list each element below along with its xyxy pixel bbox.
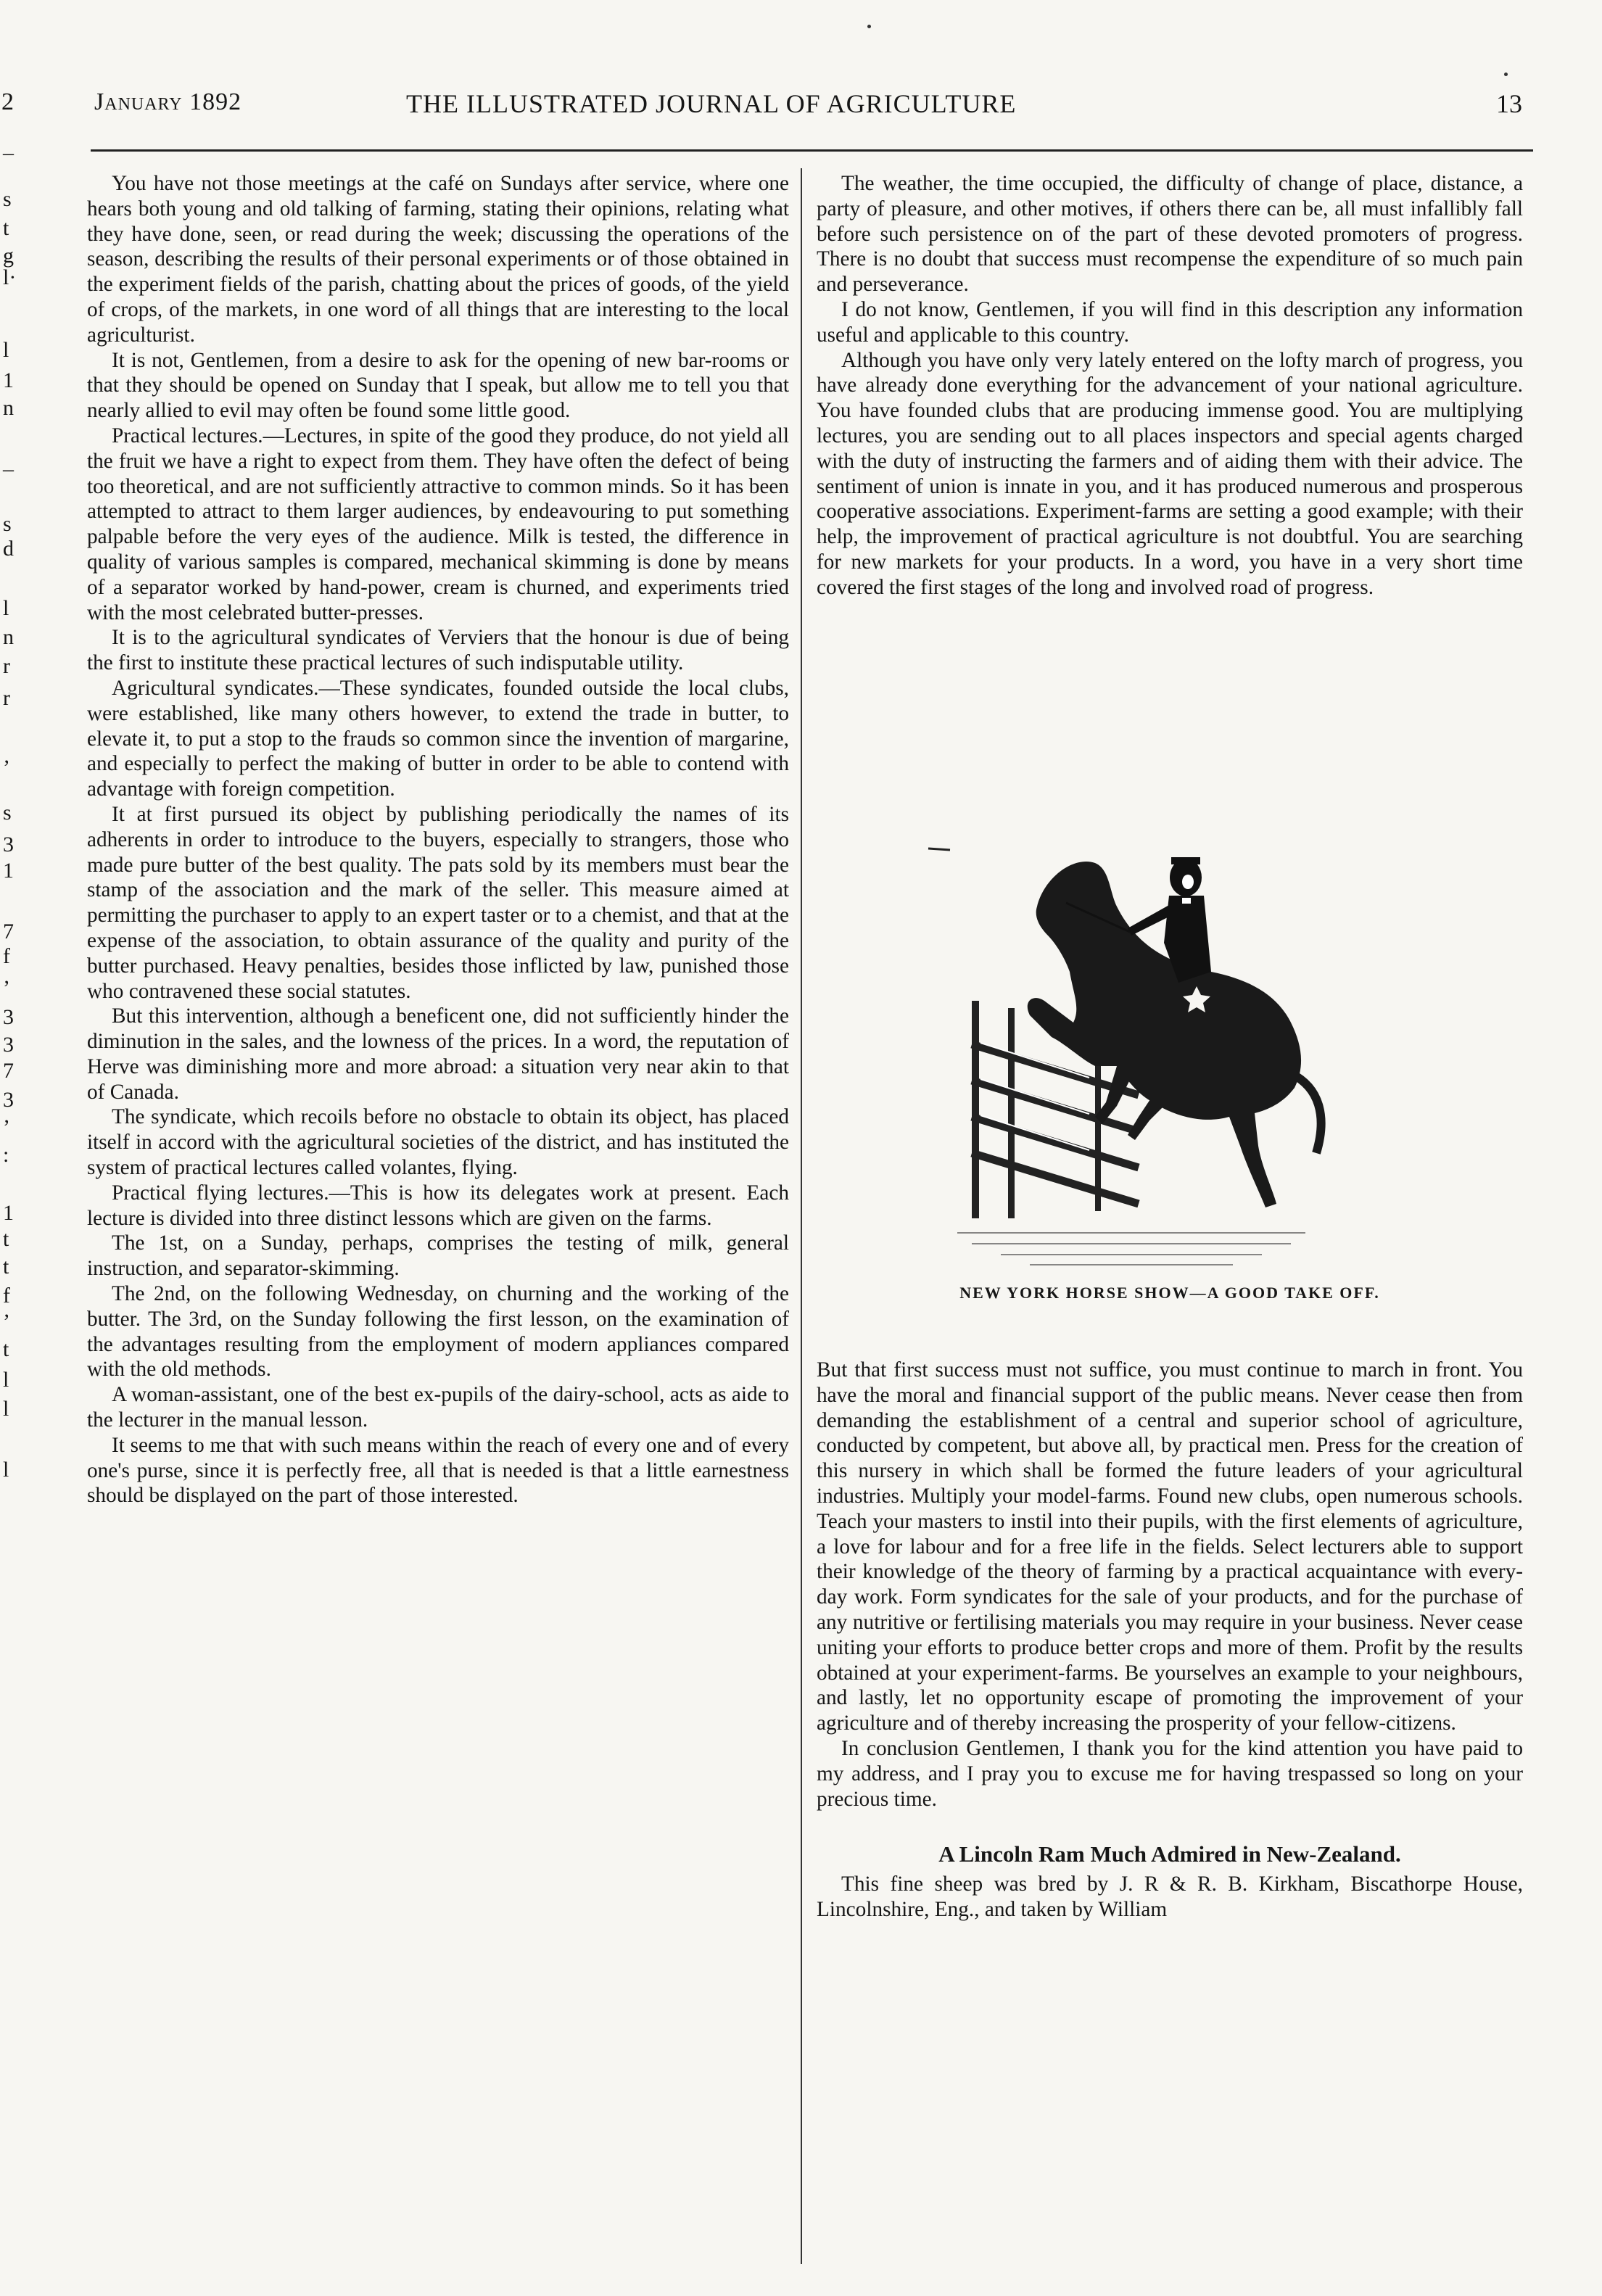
- margin-fragment: ’: [3, 976, 10, 1000]
- margin-fragment: 1: [3, 1201, 14, 1225]
- margin-fragment: t: [3, 216, 9, 240]
- margin-fragment: 3: [3, 1033, 14, 1057]
- margin-fragment: f: [3, 944, 10, 968]
- margin-fragment: ’: [3, 756, 10, 780]
- margin-fragment: 7: [3, 1059, 14, 1083]
- paragraph: It is not, Gentlemen, from a desire to ask for the opening of new bar-rooms or that they should be opened on Sunday that I speak, but allow me to tell you that nearly allied to evil may often be found some little good.: [87, 348, 789, 423]
- paragraph: A woman-assistant, one of the best ex-pupils of the dairy-school, acts as aide to the lecturer in the manual lesson.: [87, 1383, 789, 1432]
- margin-fragment: l·: [3, 265, 17, 289]
- paragraph: But this intervention, although a beneficent one, did not sufficiently hinder the diminution in the sales, and the lowness of the prices. In a word, the reputation of Herve was diminishing more and more abroad: a situation very near akin to that of Canada.: [87, 1004, 789, 1104]
- margin-fragment: ’: [3, 1115, 10, 1139]
- edge-page-number: 2: [1, 88, 14, 115]
- margin-fragment: r: [3, 686, 10, 710]
- right-column-top: [817, 171, 1523, 600]
- margin-fragment: r: [3, 654, 10, 678]
- margin-fragment: s: [3, 512, 12, 536]
- column-divider: [801, 168, 802, 2264]
- right-column-bottom: [817, 1358, 1523, 1923]
- margin-fragment: l: [3, 1397, 9, 1421]
- print-speck: [1504, 73, 1508, 76]
- article-title: A Lincoln Ram Much Admired in New-Zealand.: [938, 1841, 1401, 1867]
- paragraph: Although you have only very lately entered on the lofty march of progress, you have already done everything for the advancement of your national agriculture. You have founded clubs that are producing immense good. You are multiplying lectures, you are sending out to all places inspectors and special agents charged with the duty of instructing the farmers and of aiding them with their advice. The sentiment of union is innate in you, and it has produced numerous and prosperous cooperative associations. Experiment-farms are setting a good example; with their help, the improvement of practical agriculture is not doubtful. You are searching for new markets for your products. In a word, you have in a very short time covered the first stages of the long and involved road of progress.: [817, 348, 1523, 599]
- margin-fragment: l: [3, 596, 9, 620]
- paragraph: It seems to me that with such means within the reach of every one and of every one's purse, since it is perfectly free, all that is needed is that a little earnestness should be displayed on the part of those interested.: [87, 1433, 789, 1508]
- margin-fragment: l: [3, 338, 9, 362]
- paragraph: You have not those meetings at the café on Sundays after service, where one hears both young and old talking of farming, stating their opinions, relating what they have done, seen, or read during the week; discussing the operations of the season, describing the results of their personal experiments or of those obtained in the experiment fields of the parish, chatting about the prices of goods, of the yield of crops, of the markets, in one word of all things that are interesting to the local agriculturist.: [87, 172, 789, 347]
- margin-fragment: ’: [3, 1310, 10, 1334]
- margin-fragment: 7: [3, 920, 14, 943]
- margin-fragment: s: [3, 187, 12, 211]
- margin-fragment: –: [3, 457, 14, 481]
- margin-fragment: t: [3, 1337, 9, 1361]
- margin-fragment: 1: [3, 859, 14, 883]
- journal-title: THE ILLUSTRATED JOURNAL OF AGRICULTURE: [406, 89, 1017, 118]
- paragraph: The 2nd, on the following Wednesday, on churning and the working of the butter. The 3rd, on the Sunday following the first lesson, on the examination of the advantages resulting from the employment of modern appliances compared with the old methods.: [87, 1282, 789, 1382]
- margin-fragment: 3: [3, 833, 14, 856]
- horse-jump-illustration: [899, 827, 1407, 1276]
- margin-fragment: 1: [3, 368, 14, 392]
- page-header: [0, 88, 1602, 132]
- paragraph: It at first pursued its object by publishing periodically the names of its adherents in order to introduce to the buyers, especially to strangers, those who made pure butter of the best quality. The pats sold by its members must bear the stamp of the association and the mark of the seller. This measure aimed at permitting the purchaser to apply to an expert taster or to a chemist, and that at the expense of the association, to obtain assurance of the quality and purity of the butter purchased. Heavy penalties, besides those inflicted by law, punished those who contravened these social statutes.: [87, 802, 789, 1003]
- paragraph: It is to the agricultural syndicates of Verviers that the honour is due of being the first to institute these practical lectures of such indisputable utility.: [87, 626, 789, 675]
- margin-fragment: :: [3, 1143, 9, 1167]
- paragraph: The weather, the time occupied, the difficulty of change of place, distance, a party of pleasure, and other motives, if others there can be, all must infallibly fall before such persistence on of the part of these devoted promoters of progress. There is no doubt that success must recompense the expenditure of so much pain and perseverance.: [817, 172, 1523, 297]
- paragraph: This fine sheep was bred by J. R & R. B. Kirkham, Biscathorpe House, Lincolnshire, Eng., and taken by William: [817, 1872, 1523, 1921]
- margin-fragment: n: [3, 396, 14, 420]
- figure-caption: NEW YORK HORSE SHOW—A GOOD TAKE OFF.: [959, 1284, 1380, 1302]
- paragraph: The 1st, on a Sunday, perhaps, comprises the testing of milk, general instruction, and separator-skimming.: [87, 1231, 789, 1281]
- margin-fragment: d: [3, 537, 14, 561]
- margin-fragment: t: [3, 1255, 9, 1279]
- print-mark: [928, 848, 950, 850]
- margin-fragment: –: [3, 141, 14, 165]
- margin-fragment: l: [3, 1458, 9, 1482]
- issue-date: January 1892: [94, 88, 242, 115]
- margin-fragment: n: [3, 625, 14, 649]
- print-speck: [867, 25, 871, 28]
- paragraph: Practical flying lectures.—This is how its delegates work at present. Each lecture is divided into three distinct lessons which are given on the farms.: [87, 1181, 789, 1230]
- paragraph: In conclusion Gentlemen, I thank you for the kind attention you have paid to my address, and I pray you to excuse me for having trespassed so long on your precious time.: [817, 1736, 1523, 1811]
- margin-fragment: f: [3, 1284, 10, 1308]
- paragraph: I do not know, Gentlemen, if you will find in this description any information useful and applicable to this country.: [817, 297, 1523, 347]
- paragraph: The syndicate, which recoils before no obstacle to obtain its object, has placed itself in accord with the agricultural societies of the district, and has instituted the system of practical lectures called volantes, flying.: [87, 1105, 789, 1180]
- margin-fragment: g: [3, 244, 14, 268]
- paragraph: Practical lectures.—Lectures, in spite of the good they produce, do not yield all the fruit we have a right to expect from them. They have often the defect of being too theoretical, and are not sufficiently attractive to common minds. So it has been attempted to attract to them larger audiences, by endeavouring to put something palpable before the very eyes of the audience. Milk is tested, the difference in quality of various samples is compared, mechanical skimming is done by means of a separator worked by hand-power, cream is churned, and experiments tried with the most celebrated butter-presses.: [87, 424, 789, 624]
- margin-fragment: l: [3, 1368, 9, 1392]
- header-rule: [91, 149, 1533, 152]
- margin-fragment: t: [3, 1227, 9, 1251]
- page-number: 13: [1496, 89, 1522, 118]
- paragraph: Agricultural syndicates.—These syndicates, founded outside the local clubs, were established, like many others however, to extend the trade in butter, to elevate it, to put a stop to the frauds so common since the invention of margarine, and especially to perfect the making of butter in order to be able to contend with advantage with foreign competition.: [87, 676, 789, 801]
- margin-fragment: s: [3, 801, 12, 825]
- margin-fragment: 3: [3, 1005, 14, 1029]
- paragraph: But that first success must not suffice, you must continue to march in front. You have the moral and financial support of the public means. Never cease then from demanding the establishment of a central and superior school of agriculture, conducted by competent, but above all, by practical men. Press for the creation of this nursery in which shall be formed the future leaders of your agricultural industries. Multiply your model-farms. Found new clubs, open numerous schools. Teach your masters to instil into their pupils, with the first elements of agriculture, a love for labour and for a free life in the fields. Select lecturers able to support their knowledge of the theory of farming by a practical acquaintance with every-day work. Form syndicates for the sale of your products, and for the purchase of any nutritive or fertilising materials you may require in your business. Never cease uniting your efforts to produce better crops and more of them. Profit by the results obtained at your experiment-farms. Be yourselves an example to your neighbours, and lastly, let no opportunity escape of promoting the improvement of your agriculture and of thereby increasing the prosperity of your fellow-citizens.: [817, 1358, 1523, 1735]
- margin-fragment: 3: [3, 1088, 14, 1112]
- left-column: [87, 171, 789, 1508]
